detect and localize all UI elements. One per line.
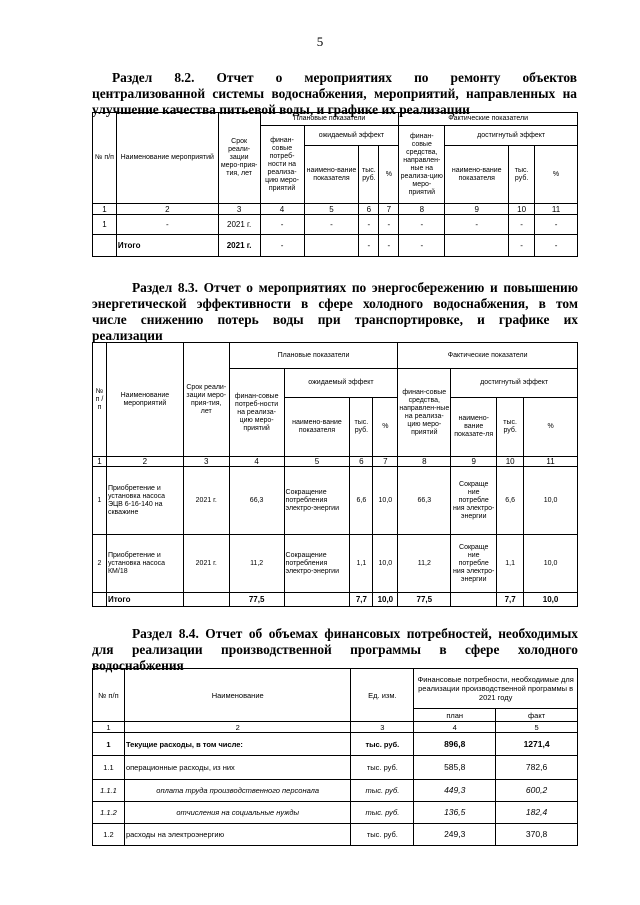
col-number: 2	[124, 722, 350, 733]
section-8-4-title	[92, 626, 578, 674]
cell: 1	[93, 733, 125, 756]
cell: -	[535, 215, 578, 235]
header-plan-fin: финан-совые потреб-ности на реализа-цию меро-приятий	[229, 369, 284, 457]
section-8-2-title	[92, 70, 577, 118]
col-number: 1	[93, 722, 125, 733]
cell: 896,8	[414, 733, 496, 756]
cell: 2021 г.	[183, 535, 229, 593]
cell: Текущие расходы, в том числе:	[124, 733, 350, 756]
cell: 77,5	[229, 593, 284, 607]
section-8-2-title-line-1: Раздел 8.2. Отчет о мероприятиях по ремонту объектов	[112, 70, 577, 85]
col-number: 1	[93, 457, 107, 467]
header-name: Наименование мероприятий	[106, 343, 183, 457]
header-expected: ожидаемый эффект	[284, 369, 398, 398]
cell: Сокраще ние потребле ния электро-энергии	[451, 467, 497, 535]
cell: -	[260, 215, 304, 235]
cell: 1.1	[93, 756, 125, 780]
table-row	[93, 733, 578, 756]
section-8-3-title	[92, 280, 578, 344]
cell: 136,5	[414, 802, 496, 824]
col-number: 3	[351, 722, 414, 733]
cell	[93, 235, 117, 257]
cell: тыс. руб.	[351, 824, 414, 846]
table-row-total	[93, 235, 578, 257]
cell: 77,5	[398, 593, 451, 607]
section-8-3-title-line-2: энергетической эффективности в сфере холодного водоснабжения, в том	[92, 296, 578, 311]
header-term: Срок реали-зации меро-прия-тия, лет	[183, 343, 229, 457]
table-row	[93, 824, 578, 846]
table-row	[93, 756, 578, 780]
cell: тыс. руб.	[351, 802, 414, 824]
col-number: 11	[524, 457, 578, 467]
cell: 1.1.2	[93, 802, 125, 824]
cell	[183, 593, 229, 607]
header-pct: %	[373, 398, 398, 457]
col-number: 8	[398, 457, 451, 467]
table-row-total	[93, 593, 578, 607]
table-row	[93, 215, 578, 235]
cell: расходы на электроэнергию	[124, 824, 350, 846]
col-number: 3	[218, 204, 260, 215]
header-name: Наименование мероприятий	[116, 113, 218, 204]
cell: 66,3	[229, 467, 284, 535]
cell: Итого	[106, 593, 183, 607]
table-row	[93, 535, 578, 593]
col-number: 7	[373, 457, 398, 467]
cell: тыс. руб.	[351, 756, 414, 780]
header-eff-name: наимено-вание показателя	[304, 146, 359, 204]
header-eff-thous: тыс. руб.	[359, 146, 379, 204]
cell: 10,0	[373, 593, 398, 607]
header-plan: Плановые показатели	[260, 113, 399, 126]
cell: 585,8	[414, 756, 496, 780]
cell: -	[535, 235, 578, 257]
section-8-3-title-line-1: Раздел 8.3. Отчет о мероприятиях по энергосбережению и повышению	[132, 280, 578, 295]
cell: 10,0	[373, 535, 398, 593]
header-pct: %	[379, 146, 399, 204]
section-8-3-title-line-4: реализации	[92, 328, 163, 343]
cell: 10,0	[373, 467, 398, 535]
cell: 10,0	[524, 593, 578, 607]
col-number: 5	[304, 204, 359, 215]
header-fact: Фактические показатели	[399, 113, 578, 126]
cell: Приобретение и установка насоса КМ/18	[106, 535, 183, 593]
col-number: 10	[497, 457, 524, 467]
table-row	[93, 802, 578, 824]
header-ach-thous: тыс. руб.	[509, 146, 535, 204]
col-number: 11	[535, 204, 578, 215]
cell	[451, 593, 497, 607]
cell: 370,8	[496, 824, 578, 846]
cell: 1	[93, 215, 117, 235]
table-8-2	[92, 112, 578, 257]
cell: 11,2	[398, 535, 451, 593]
cell: 66,3	[398, 467, 451, 535]
section-8-4-title-line-2: для реализации производственной программы в сфере холодного	[92, 642, 578, 657]
table-row	[93, 467, 578, 535]
header-unit: Ед. изм.	[351, 669, 414, 722]
col-number: 10	[509, 204, 535, 215]
header-num: № п/п	[93, 669, 125, 722]
col-number: 4	[260, 204, 304, 215]
col-number: 2	[116, 204, 218, 215]
col-number: 6	[359, 204, 379, 215]
cell: 1.2	[93, 824, 125, 846]
cell	[445, 235, 509, 257]
cell: 10,0	[524, 467, 578, 535]
cell	[93, 593, 107, 607]
header-name: Наименование	[124, 669, 350, 722]
header-ach-pct: %	[524, 398, 578, 457]
table-8-4	[92, 668, 578, 846]
cell: -	[379, 235, 399, 257]
table-row	[93, 780, 578, 802]
cell: -	[359, 235, 379, 257]
cell	[284, 593, 350, 607]
cell: 1,1	[497, 535, 524, 593]
cell: 1	[93, 467, 107, 535]
cell: Сокращение потребления электро-энергии	[284, 467, 350, 535]
header-num: № п / п	[93, 343, 107, 457]
header-eff-name: наимено-вание показателя	[284, 398, 350, 457]
cell: оплата труда производственного персонала	[124, 780, 350, 802]
header-plan: Плановые показатели	[229, 343, 398, 369]
cell: -	[399, 235, 445, 257]
cell: 249,3	[414, 824, 496, 846]
header-fact: факт	[496, 709, 578, 722]
cell: 11,2	[229, 535, 284, 593]
header-plan: план	[414, 709, 496, 722]
header-ach-name: наимено-вание показате-ля	[451, 398, 497, 457]
col-number: 6	[350, 457, 373, 467]
col-number: 5	[496, 722, 578, 733]
cell: 600,2	[496, 780, 578, 802]
col-number: 9	[451, 457, 497, 467]
cell: -	[260, 235, 304, 257]
cell: 7,7	[350, 593, 373, 607]
section-8-3-title-line-3: числе снижению потерь воды при транспортировке, и графике их	[92, 312, 578, 327]
cell: 2021 г.	[218, 215, 260, 235]
cell: 782,6	[496, 756, 578, 780]
cell: -	[399, 215, 445, 235]
section-8-2-title-line-2: централизованной системы водоснабжения, мероприятий, направленных на	[92, 86, 577, 101]
cell: тыс. руб.	[351, 780, 414, 802]
cell: -	[445, 215, 509, 235]
col-number: 5	[284, 457, 350, 467]
cell: 1,1	[350, 535, 373, 593]
header-ach-name: наимено-вание показателя	[445, 146, 509, 204]
header-num: № п/п	[93, 113, 117, 204]
col-number: 8	[399, 204, 445, 215]
section-8-4-title-line-3: водоснабжения	[92, 658, 184, 673]
col-number: 1	[93, 204, 117, 215]
col-number: 4	[414, 722, 496, 733]
header-fin-needs: Финансовые потребности, необходимые для реализации производственной программы в 2021 году	[414, 669, 578, 709]
cell: -	[379, 215, 399, 235]
col-number: 3	[183, 457, 229, 467]
cell: 449,3	[414, 780, 496, 802]
cell: -	[304, 215, 359, 235]
header-fact-fin: финан-совые средства, направлен-ные на реализа-цию меро-приятий	[398, 369, 451, 457]
page-number: 5	[316, 34, 324, 49]
cell: 2	[93, 535, 107, 593]
header-fact-fin: финан-совые средства, направлен-ные на реализа-цию меро-приятий	[399, 126, 445, 204]
cell: Итого	[116, 235, 218, 257]
cell: тыс. руб.	[351, 733, 414, 756]
cell: Сокраще ние потребле ния электро-энергии	[451, 535, 497, 593]
cell: 2021 г.	[218, 235, 260, 257]
cell: 182,4	[496, 802, 578, 824]
cell: 6,6	[497, 467, 524, 535]
header-term: Срок реали-зации меро-прия-тия, лет	[218, 113, 260, 204]
cell: -	[359, 215, 379, 235]
header-achieved: достигнутый эффект	[445, 126, 578, 146]
cell: Сокращение потребления электро-энергии	[284, 535, 350, 593]
col-number: 9	[445, 204, 509, 215]
header-ach-pct: %	[535, 146, 578, 204]
cell: -	[116, 215, 218, 235]
cell: 7,7	[497, 593, 524, 607]
header-fact: Фактические показатели	[398, 343, 578, 369]
header-expected: ожидаемый эффект	[304, 126, 399, 146]
cell: 10,0	[524, 535, 578, 593]
col-number: 4	[229, 457, 284, 467]
cell: -	[509, 215, 535, 235]
table-8-3	[92, 342, 578, 607]
cell: отчисления на социальные нужды	[124, 802, 350, 824]
cell: операционные расходы, из них	[124, 756, 350, 780]
header-ach-thous: тыс. руб.	[497, 398, 524, 457]
cell	[304, 235, 359, 257]
cell: 2021 г.	[183, 467, 229, 535]
cell: Приобретение и установка насоса ЭЦВ 6-16-140 на скважине	[106, 467, 183, 535]
header-achieved: достигнутый эффект	[451, 369, 578, 398]
header-plan-fin: финан-совые потреб-ности на реализа-цию меро-приятий	[260, 126, 304, 204]
section-8-2-title-line-3: улучшение качества питьевой воды, и графике их реализации	[92, 102, 470, 117]
cell: 6,6	[350, 467, 373, 535]
cell: 1271,4	[496, 733, 578, 756]
col-number: 2	[106, 457, 183, 467]
col-number: 7	[379, 204, 399, 215]
section-8-4-title-line-1: Раздел 8.4. Отчет об объемах финансовых потребностей, необходимых	[132, 626, 578, 641]
header-eff-thous: тыс. руб.	[350, 398, 373, 457]
cell: -	[509, 235, 535, 257]
cell: 1.1.1	[93, 780, 125, 802]
